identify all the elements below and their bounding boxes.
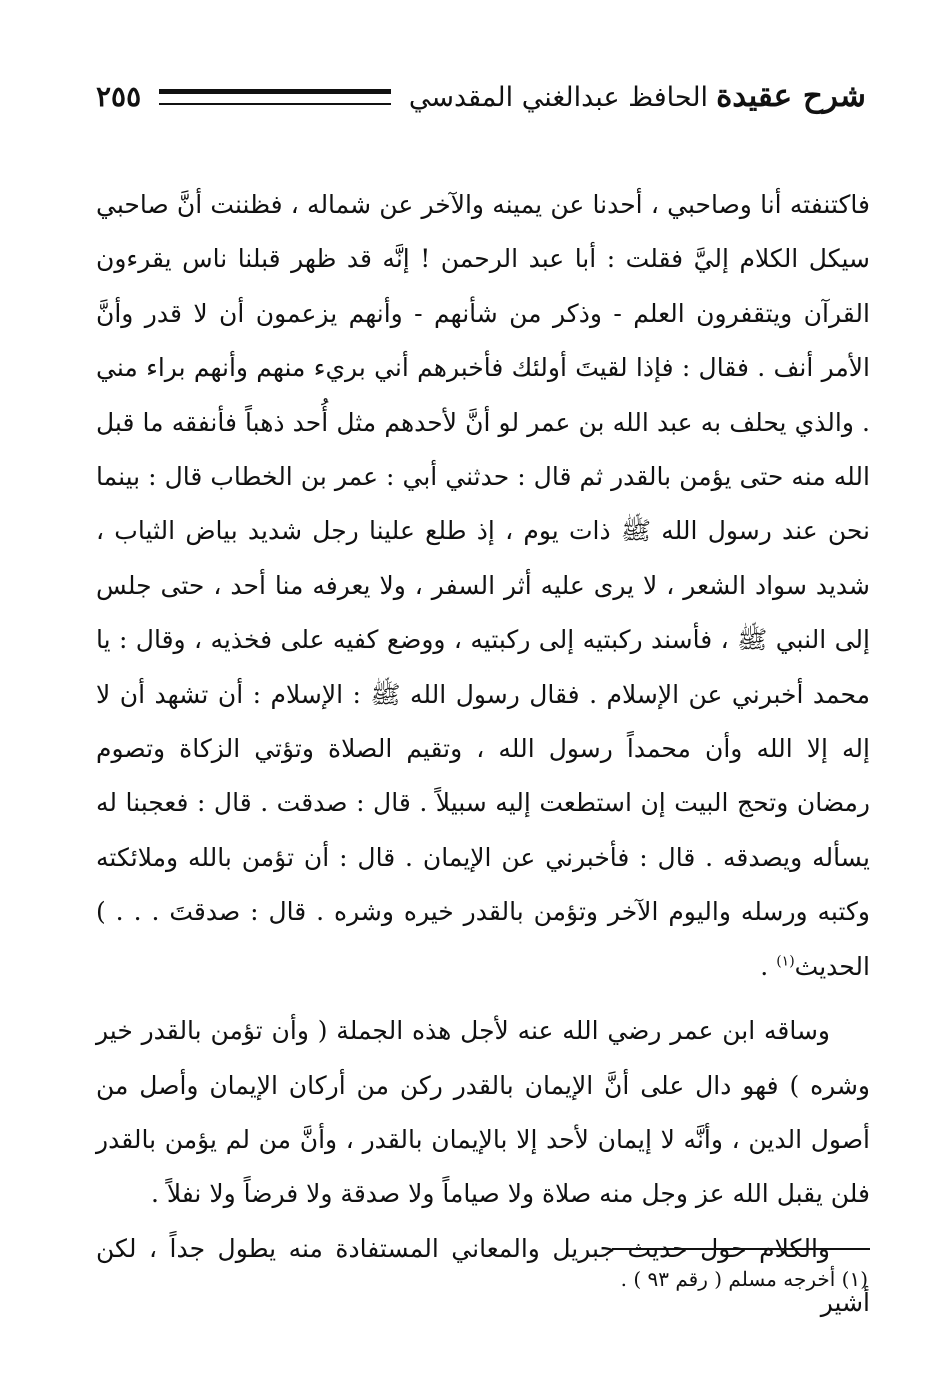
header-rule	[159, 89, 391, 105]
footnote-marker: (١)	[776, 953, 795, 970]
book-title-bold: شرح عقيدة	[716, 78, 866, 114]
page-number: ٢٥٥	[96, 79, 142, 113]
body-text	[96, 178, 870, 1331]
paragraph	[96, 178, 870, 994]
paragraph: والكلام حول حديث جبريل والمعاني المستفادة منه يطول جداً ، لكن أشير	[96, 1233, 870, 1318]
footnote: (١) أخرجه مسلم ( رقم ٩٣ ) .	[620, 1267, 868, 1291]
page-header	[96, 72, 866, 120]
book-title	[409, 78, 866, 114]
footnote-rule	[612, 1248, 870, 1250]
paragraph: وساقه ابن عمر رضي الله عنه لأجل هذه الجملة ( وأن تؤمن بالقدر خير وشره ) فهو دال على أنَّ الإيمان بالقدر ركن من أركان الإيمان وأصل من أصول الدين ، وأنَّه لا إيمان لأحد إلا بالإيمان بالقدر ، وأنَّ من لم يؤمن بالقدر فلن يقبل الله عز وجل منه صلاة ولا صياماً ولا صدقة ولا فرضاً ولا نفلاً .	[96, 1016, 870, 1209]
paragraph-text: فاكتنفته أنا وصاحبي ، أحدنا عن يمينه والآخر عن شماله ، فظننت أنَّ صاحبي سيكل الكلام إليَّ فقلت : أبا عبد الرحمن ! إنَّه قد ظهر قبلنا ناس يقرءون القرآن ويتقفرون العلم - وذكر من شأنهم - وأنهم يزعمون أن لا قدر وأنَّ الأمر أنف . فقال : فإذا لقيتَ أولئك فأخبرهم أني بريء منهم وأنهم براء مني . والذي يحلف به عبد الله بن عمر لو أنَّ لأحدهم مثل أُحد ذهباً فأنفقه ما قبل الله منه حتى يؤمن بالقدر ثم قال : حدثني أبي : عمر بن الخطاب قال : بينما نحن عند رسول الله ﷺ ذات يوم ، إذ طلع علينا رجل شديد بياض الثياب ، شديد سواد الشعر ، لا يرى عليه أثر السفر ، ولا يعرفه منا أحد ، حتى جلس إلى النبي ﷺ ، فأسند ركبتيه إلى ركبتيه ، ووضع كفيه على فخذيه ، وقال : يا محمد أخبرني عن الإسلام . فقال رسول الله ﷺ : الإسلام : أن تشهد أن لا إله إلا الله وأن محمداً رسول الله ، وتقيم الصلاة وتؤتي الزكاة وتصوم رمضان وتحج البيت إن استطعت إليه سبيلاً . قال : صدقت . قال : فعجبنا له يسأله ويصدقه . قال : فأخبرني عن الإيمان . قال : أن تؤمن بالله وملائكته وكتبه ورسله واليوم الآخر وتؤمن بالقدر خيره وشره . قال : صدقتَ . . . ) الحديث	[96, 190, 870, 981]
paragraph-end: .	[760, 951, 777, 981]
book-title-rest: الحافظ عبدالغني المقدسي	[408, 82, 709, 113]
